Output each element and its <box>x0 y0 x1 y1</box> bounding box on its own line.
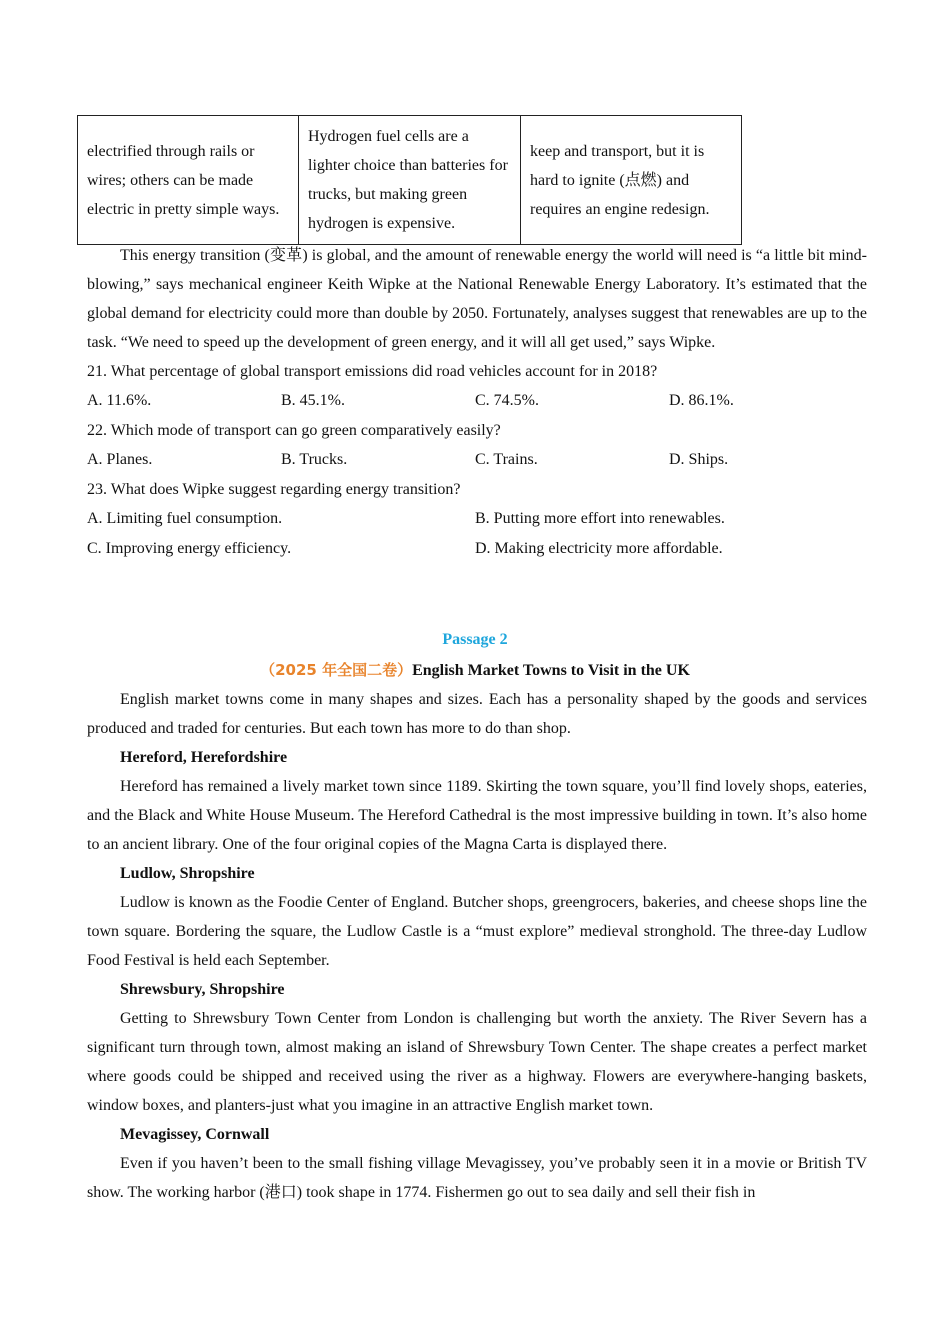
section-body-shrewsbury: Getting to Shrewsbury Town Center from London is challenging but worth the anxiety. The River Severn has a significant turn through town, almost making an island of Shrewsbury Town Center. The shape creates a perfect market where goods could be shipped and received using the river as a highway. Flowers are everywhere-hanging baskets, window boxes, and planters-just what you imagine in an attractive English market town. <box>87 1010 867 1114</box>
passage2-body <box>87 685 867 1207</box>
option-23-a: A. Limiting fuel consumption. <box>87 510 283 527</box>
option-22-d: D. Ships. <box>669 451 729 468</box>
question-23-options-row1 <box>87 504 867 534</box>
question-21-stem: 21. What percentage of global transport emissions did road vehicles account for in 2018? <box>87 363 658 380</box>
option-21-b: B. 45.1%. <box>281 392 345 409</box>
option-21-d: D. 86.1%. <box>669 392 734 409</box>
section-heading-mevagissey: Mevagissey, Cornwall <box>120 1126 270 1143</box>
passage-2-label: Passage 2 <box>442 631 508 648</box>
question-23-options-row2 <box>87 534 867 564</box>
section-body-hereford: Hereford has remained a lively market town since 1189. Skirting the town square, you’ll find lovely shops, eateries, and the Black and White House Museum. The Hereford Cathedral is the most impressive building in town. It’s also home to an ancient library. One of the four original copies of the Magna Carta is displayed there. <box>87 778 867 853</box>
option-23-c: C. Improving energy efficiency. <box>87 540 292 557</box>
option-21-c: C. 74.5%. <box>475 392 539 409</box>
option-22-b: B. Trucks. <box>281 451 348 468</box>
question-23-stem: 23. What does Wipke suggest regarding energy transition? <box>87 481 461 498</box>
section-heading-shrewsbury: Shrewsbury, Shropshire <box>120 981 285 998</box>
option-22-a: A. Planes. <box>87 451 153 468</box>
section-heading-hereford: Hereford, Herefordshire <box>120 749 288 766</box>
passage1-tail <box>87 241 867 564</box>
option-21-a: A. 11.6%. <box>87 392 152 409</box>
table-cell-ships: keep and transport, but it is hard to ignite (点燃) and requires an engine redesign. <box>521 116 742 245</box>
exam-source-label: （2025 年全国二卷） <box>260 661 413 679</box>
option-22-c: C. Trains. <box>475 451 538 468</box>
question-21-options <box>87 386 867 416</box>
option-23-b: B. Putting more effort into renewables. <box>475 510 725 527</box>
passage-title-text: English Market Towns to Visit in the UK <box>412 662 690 679</box>
passage-2-title <box>0 656 950 685</box>
passage2-intro: English market towns come in many shapes and sizes. Each has a personality shaped by the goods and services produced and traded for centuries. But each town has more to do than shop. <box>87 691 867 737</box>
section-body-ludlow: Ludlow is known as the Foodie Center of England. Butcher shops, greengrocers, bakeries, and cheese shops line the town square. Bordering the square, the Ludlow Castle is a “must explore” medieval stronghold. The three-day Ludlow Food Festival is held each September. <box>87 894 867 969</box>
section-heading-ludlow: Ludlow, Shropshire <box>120 865 255 882</box>
table-cell-trucks: Hydrogen fuel cells are a lighter choice than batteries for trucks, but making green hydrogen is expensive. <box>299 116 521 245</box>
section-body-mevagissey: Even if you haven’t been to the small fishing village Mevagissey, you’ve probably seen it in a movie or British TV show. The working harbor (港口) took shape in 1774. Fishermen go out to sea daily and sell their fish in <box>87 1155 867 1201</box>
table-row <box>78 116 742 245</box>
question-22-options <box>87 445 867 475</box>
passage1-closing-paragraph: This energy transition (变革) is global, and the amount of renewable energy the world will need is “a little bit mind-blowing,” says mechanical engineer Keith Wipke at the National Renewable Energy Laboratory. It’s estimated that the global demand for electricity could more than double by 2050. Fortunately, analyses suggest that renewables are up to the task. “We need to speed up the development of green energy, and it will all get used,” says Wipke. <box>87 247 867 351</box>
table-cell-rail: electrified through rails or wires; others can be made electric in pretty simple ways. <box>78 116 299 245</box>
option-23-d: D. Making electricity more affordable. <box>475 540 723 557</box>
transport-comparison-table-continuation <box>77 115 742 245</box>
question-22-stem: 22. Which mode of transport can go green comparatively easily? <box>87 422 501 439</box>
